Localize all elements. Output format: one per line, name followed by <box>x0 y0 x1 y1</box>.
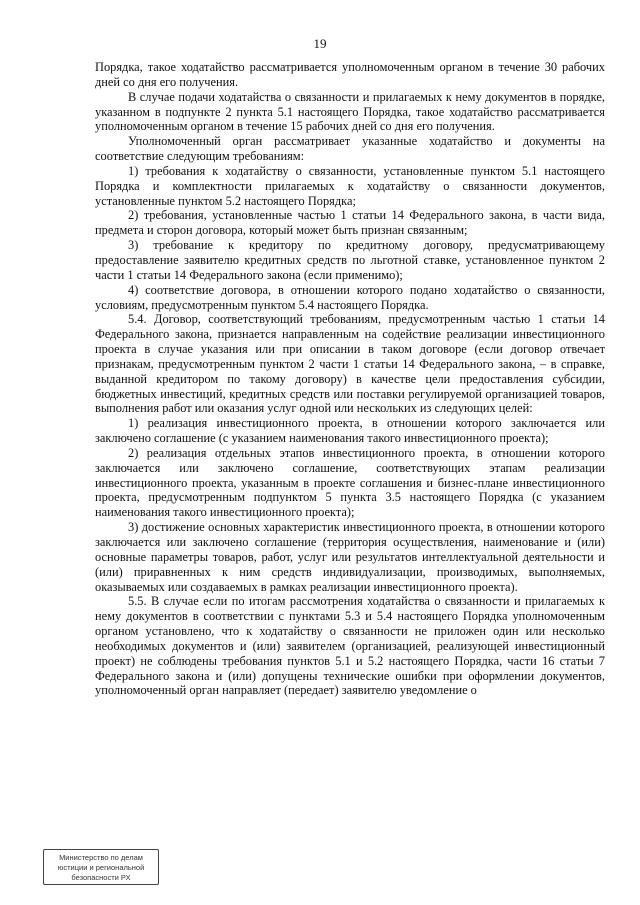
paragraph: Уполномоченный орган рассматривает указанные ходатайство и документы на соответствие следующим требованиям: <box>95 134 605 164</box>
list-item: 3) достижение основных характеристик инвестиционного проекта, в отношении которого заключается или заключено соглашение (территория осуществления, наименование и (или) основные параметры товаров, работ, услуг или результатов интеллектуальной деятельности и (или) приравненных к ним средств индивидуализации, производимых, выполняемых, оказываемых или создаваемых в рамках реализации инвестиционного проекта). <box>95 520 605 594</box>
list-item: 2) реализация отдельных этапов инвестиционного проекта, в отношении которого заключается или заключено соглашение, соответствующих этапам реализации инвестиционного проекта, указанным в проекте соглашения и бизнес-плане инвестиционного проекта, предусмотренным подпунктом 5 пункта 3.5 настоящего Порядка (с указанием наименования такого инвестиционного проекта); <box>95 445 605 520</box>
list-item: 4) соответствие договора, в отношении которого подано ходатайство о связанности, условиям, предусмотренным пунктом 5.4 настоящего Порядка. <box>95 282 605 312</box>
ministry-stamp <box>43 849 159 885</box>
stamp-line: Министерство по делам <box>59 853 143 862</box>
list-item: 1) реализация инвестиционного проекта, в отношении которого заключается или заключено соглашение (с указанием наименования такого инвестиционного проекта); <box>95 416 605 446</box>
stamp-line: юстиции и региональной <box>57 863 145 872</box>
page-number: 19 <box>313 36 327 51</box>
stamp-line: безопасности РХ <box>71 873 131 882</box>
section-5-4: 5.4. Договор, соответствующий требованиям, предусмотренным частью 1 статьи 14 Федерального закона, признается направленным на содействие реализации инвестиционного проекта в случае указания или при описании в таком договоре (если договор отвечает признакам, предусмотренным пунктом 2 части 1 статьи 14 Федерального закона, – в справке, выданной кредитором по такому договору) в качестве цели предоставления субсидии, бюджетных инвестиций, кредитных средств или поставки регулируемой организацией товаров, выполнения работ или оказания услуг одной или нескольких из следующих целей: <box>95 312 605 416</box>
list-item: 2) требования, установленные частью 1 статьи 14 Федерального закона, в части вида, предмета и сторон договора, который может быть признан связанным; <box>95 208 605 238</box>
paragraph: В случае подачи ходатайства о связанности и прилагаемых к нему документов в порядке, указанном в подпункте 2 пункта 5.1 настоящего Порядка, такое ходатайство рассматривается уполномоченным органом в течение 15 рабочих дней со дня его получения. <box>95 89 605 134</box>
list-item: 3) требование к кредитору по кредитному договору, предусматривающему предоставление заявителю кредитных средств по льготной ставке, установленное пунктом 2 части 1 статьи 14 Федерального закона (если применимо); <box>95 238 605 282</box>
list-item: 1) требования к ходатайству о связанности, установленные пунктом 5.1 настоящего Порядка и комплектности прилагаемых к ходатайству о связанности документов, установленные пунктом 5.2 настоящего Порядка; <box>95 163 605 208</box>
section-5-5: 5.5. В случае если по итогам рассмотрения ходатайства о связанности и прилагаемых к нему документов в соответствии с пунктами 5.3 и 5.4 настоящего Порядка уполномоченным органом установлено, что к ходатайству о связанности не приложен один или несколько необходимых документов и (или) заявителем (организацией, реализующей инвестиционный проект) не соблюдены требования пунктов 5.1 и 5.2 настоящего Порядка, части 16 статьи 7 Федерального закона и (или) допущены технические ошибки при оформлении документов, уполномоченный орган направляет (передает) заявителю уведомление о <box>95 594 605 698</box>
document-body <box>95 60 605 698</box>
paragraph: Порядка, такое ходатайство рассматривается уполномоченным органом в течение 30 рабочих дней со дня его получения. <box>95 60 605 89</box>
